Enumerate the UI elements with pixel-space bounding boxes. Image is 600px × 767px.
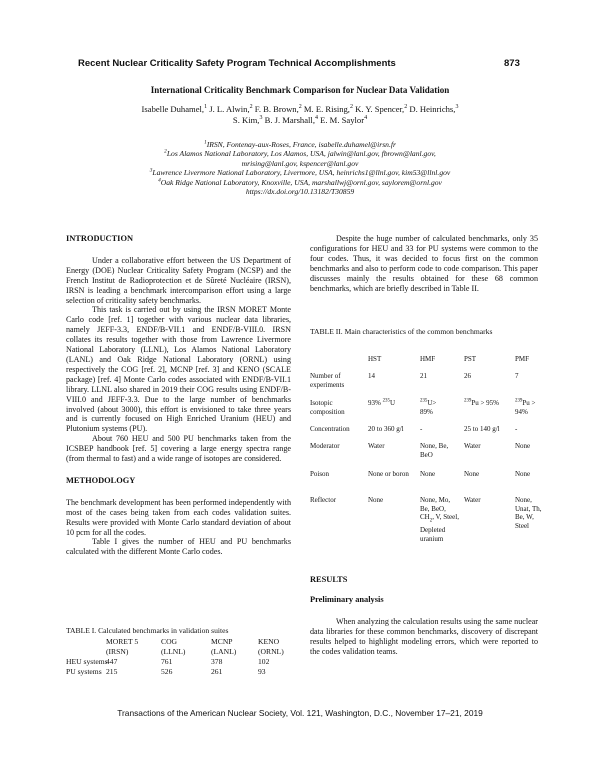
affiliation-line (60, 178, 540, 187)
table-2-cell: 26 (464, 372, 471, 380)
affiliation-number: 2 (164, 148, 167, 155)
table-2-cell: None, Unat, Th, Be, W, Steel (515, 496, 542, 530)
table-1-cell: 761 (161, 657, 173, 666)
affiliation-mark: 2 (349, 104, 353, 111)
table-2-cell: 20 to 360 g/l (368, 425, 404, 433)
affiliation-number: 3 (149, 167, 153, 174)
table-1-cell: 261 (211, 667, 223, 676)
table-1-cell: 378 (211, 657, 223, 666)
table-1-header-moret: MORET 5 (IRSN) (106, 637, 139, 656)
affiliation-text: https://dx.doi.org/10.13182/T30859 (245, 187, 355, 197)
affiliation-mark: 4 (314, 114, 318, 121)
table-2-cell: None or boron (368, 470, 409, 478)
author-line (60, 104, 540, 115)
affiliation-number: 4 (158, 177, 161, 184)
results-heading: RESULTS (310, 575, 348, 584)
table-2-row-label: Isotopic composition (310, 399, 345, 416)
preliminary-analysis-heading: Preliminary analysis (310, 594, 384, 604)
table-1-row-label: HEU systems (66, 657, 108, 666)
table-2-cell: $^{239}$Pu > 94% (515, 398, 536, 416)
right-column-bottom (310, 575, 538, 656)
table-1-cell: 93 (258, 667, 266, 676)
affiliation-mark: 3 (259, 114, 263, 121)
affiliation-mark: 2 (298, 104, 302, 111)
table-1-header-mcnp: MCNP (LANL) (211, 637, 237, 656)
table-2-cell: None, Mo, Be, BeO, $CH_2$, V, Steel, Depleted uranium (420, 496, 459, 543)
introduction-heading: INTRODUCTION (66, 234, 134, 243)
author-name: Isabelle Duhamel, (141, 104, 205, 114)
method-paragraph-1: The benchmark development has been performed independently with most of the cases being taken from each codes validation suites. Results were provided with Monte Carlo standard deviation of about 10 pcm for all the codes. (66, 497, 291, 537)
table-2-caption: TABLE II. Main characteristics of the common benchmarks (310, 327, 493, 336)
table-2-cell: 7 (515, 372, 519, 380)
affiliations (60, 140, 540, 196)
author-list (60, 104, 540, 125)
author-name: K. Y. Spencer, (352, 104, 405, 114)
author-name: S. Kim, (232, 114, 260, 125)
table-2-cell: Water (368, 442, 385, 450)
table-2-cell: 25 to 140 g/l (464, 425, 500, 433)
table-2-cell: None (515, 470, 531, 478)
table-2-cell: Water (464, 442, 481, 450)
prelim-paragraph-1: When analyzing the calculation results using the same nuclear data libraries for these common benchmarks, discovery of discrepant results helped to highlight modeling errors, which were reported to the codes validation teams. (310, 616, 538, 656)
table-2-col-pmf: PMF (515, 355, 530, 363)
table-2-cell: None (368, 496, 384, 504)
affiliation-mark: 4 (364, 114, 368, 121)
table-1-row-label: PU systems (66, 667, 102, 676)
left-column (66, 234, 291, 557)
right-column-top (310, 234, 538, 293)
methodology-heading: METHODOLOGY (66, 475, 136, 485)
table-1-cell: 526 (161, 667, 173, 676)
table-2-cell: - (515, 425, 518, 433)
table-2-col-hst: HST (368, 355, 382, 363)
paper-title: International Criticality Benchmark Comparison for Nuclear Data Validation (150, 85, 450, 95)
affiliation-number: 1 (204, 139, 207, 146)
table-2-cell: None, Be, BeO (420, 442, 449, 459)
author-name: D. Heinrichs, (407, 104, 456, 114)
author-name: F. B. Brown, (252, 104, 299, 114)
affiliation-text: mrising@lanl.gov, kspencer@lanl.gov (241, 158, 359, 168)
table-2-cell: $^{235}$U> 89% (420, 398, 437, 416)
table-2-cell: - (420, 425, 423, 433)
affiliation-line (60, 140, 540, 149)
table-2-row-label: Moderator (310, 442, 340, 450)
table-2-row-label: Poison (310, 470, 330, 478)
table-2-row-label: Concentration (310, 425, 350, 433)
table-1-header-keno: KENO (ORNL) (258, 637, 284, 656)
intro-paragraph-3: About 760 HEU and 500 PU benchmarks taken from the ICSBEP handbook [ref. 5] covering a large energy spectra range (from thermal to fast) and a wide range of isotopes are considered. (66, 434, 291, 464)
table-1-header-cog: COG (LLNL) (161, 637, 186, 656)
affiliation-line (60, 168, 540, 177)
table-1-cell: 447 (106, 657, 118, 666)
page-footer: Transactions of the American Nuclear Society, Vol. 121, Washington, D.C., November 17–21, 2019 (117, 708, 483, 718)
affiliation-mark: 1 (204, 104, 208, 111)
author-name: E. M. Saylor (317, 114, 365, 125)
table-2-row-label: Number of experiments (310, 372, 345, 389)
table-2-cell: None (515, 442, 531, 450)
affiliation-text: Oak Ridge National Laboratory, Knoxville, USA, marshallwj@ornl.gov, saylorem@ornl.gov (160, 177, 442, 187)
table-2 (310, 355, 540, 565)
page-number: 873 (504, 58, 520, 69)
affiliation-line (60, 187, 540, 196)
running-title: Recent Nuclear Criticality Safety Program Technical Accomplishments (78, 58, 396, 69)
table-2-cell: 93% $^{235}$U (368, 398, 395, 407)
method-paragraph-2: Table I gives the number of HEU and PU benchmarks calculated with the different Monte Carlo codes. (66, 537, 291, 557)
table-2-col-pst: PST (464, 355, 477, 363)
affiliation-line (60, 149, 540, 158)
affiliation-mark: 2 (404, 104, 408, 111)
table-2-cell: None (420, 470, 436, 478)
intro-paragraph-1: Under a collaborative effort between the US Department of Energy (DOE) Nuclear Criticality Safety Program (NCSP) and the French Institut de Radioprotection et de Sûreté Nucléaire (IRSN), IRSN is leading a benchmark intercomparison effort using a large selection of criticality safety benchmarks. (66, 255, 291, 305)
affiliation-text: Los Alamos National Laboratory, Los Alamos, USA, jalwin@lanl.gov, fbrown@lanl.gov, (166, 149, 436, 159)
affiliation-line (60, 159, 540, 168)
table-2-row-label: Reflector (310, 496, 337, 504)
table-2-cell: $^{239}$Pu > 95% (464, 398, 500, 407)
intro-paragraph-2: This task is carried out by using the IRSN MORET Monte Carlo code [ref. 1] together with various nuclear data libraries, namely JEFF-3.3, ENDF/B-VII.1 and ENDF/B-VIII.0. IRSN collates its results together with those from Lawrence Livermore National Laboratory (LLNL), Los Alamos National Laboratory (LANL) and Oak Ridge National Laboratory (ORNL) using respectively the COG [ref. 2], MCNP [ref. 3] and KENO (SCALE package) [ref. 4] Monte Carlo codes associated with ENDF/B-VII.1 library. LLNL also shared in 2019 their COG results using ENDF/B-VIII.0 and JEFF-3.3. Due to the large number of benchmarks involved (about 3000), this effort is envisioned to take three years and is currently focused on High Enriched Uranium (HEU) and Plutonium systems (PU). (66, 305, 291, 434)
affiliation-text: Lawrence Livermore National Laboratory, Livermore, USA, heinrichs1@llnl.gov, kim53@llnl.gov (152, 168, 451, 178)
table-2-cell: None (464, 470, 480, 478)
table-1-cell: 102 (258, 657, 270, 666)
table-1-caption: TABLE I. Calculated benchmarks in validation suites (66, 626, 229, 635)
author-line (60, 115, 540, 126)
table-2-cell: 21 (420, 372, 427, 380)
table-2-cell: 14 (368, 372, 375, 380)
affiliation-mark: 2 (249, 104, 253, 111)
author-name: J. L. Alwin, (207, 104, 250, 114)
author-name: B. J. Marshall, (262, 114, 315, 125)
affiliation-text: IRSN, Fontenay-aux-Roses, France, isabelle.duhamel@irsn.fr (206, 140, 396, 149)
table-2-cell: Water (464, 496, 481, 504)
author-name: M. E. Rising, (301, 104, 350, 114)
table-2-col-hmf: HMF (420, 355, 436, 363)
table-1-cell: 215 (106, 667, 118, 676)
affiliation-mark: 3 (455, 104, 459, 111)
right-paragraph-1: Despite the huge number of calculated benchmarks, only 35 configurations for HEU and 33 for PU systems were common to the four codes. Thus, it was decided to focus first on the common benchmarks and also to perform code to code comparison. This paper discusses mainly the results obtained for these 68 common benchmarks, which are briefly described in Table II. (310, 234, 538, 293)
table-1 (66, 637, 306, 681)
